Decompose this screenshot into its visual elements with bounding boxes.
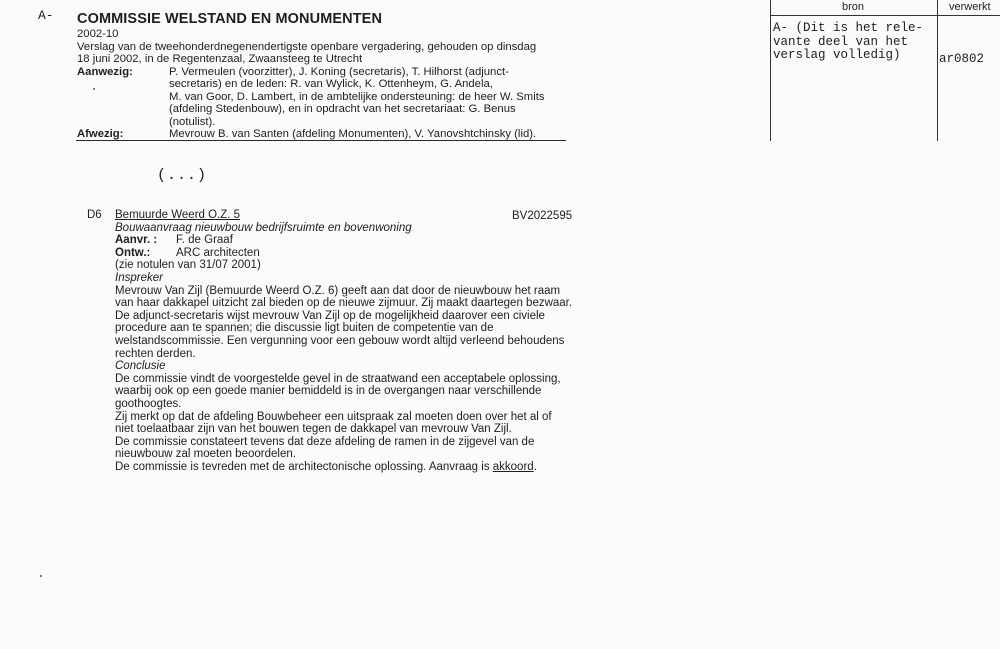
processed-code: ar0802 [939,52,985,66]
conclusion-text [115,373,585,474]
present-line: (notulist). [169,115,216,128]
margin-marker: A- [38,8,54,23]
table-column-divider [937,0,938,141]
header-divider [76,140,566,141]
scan-speck [40,575,42,577]
present-line: P. Vermeulen (voorzitter), J. Koning (secretaris), T. Hilhorst (adjunct- [169,65,509,78]
omission-marker: (...) [157,167,208,184]
report-line: 18 juni 2002, in de Regentenzaal, Zwaansteeg te Utrecht [77,53,363,65]
speaker-line: rechten derden. [115,347,196,360]
absent-row [77,128,567,141]
final-period: . [533,460,537,473]
conclusion-line: De commissie vindt de voorgestelde gevel in de straatwand een acceptabele oplossing, [115,372,561,385]
verdict: akkoord [492,460,534,473]
applicant-label: Aanvr. : [115,234,158,247]
item-reference: BV2022595 [512,210,573,222]
source-note-line: vante deel van het [773,34,909,49]
speaker-line: van haar dakkapel uitzicht zal bieden op de nieuwe zijmuur. Zij maakt daartegen bezwaar. [115,297,573,310]
speaker-line: De adjunct-secretaris wijst mevrouw Van Zijl op de mogelijkheid daarover een civiele [115,309,545,322]
present-list [169,66,545,129]
conclusion-line: waarbij ook op een goede manier bemiddeld is in de overgangen naar verschillende [115,385,542,398]
conclusion-line: nieuwbouw zal moeten beoordelen. [115,448,296,461]
speaker-line: welstandscommissie. Een vergunning voor een gebouw wordt altijd verleend behoudens [115,334,565,347]
applicant-row [115,234,585,247]
source-note-line: A- (Dit is het rele- [773,21,924,35]
item-subject: Bouwaanvraag nieuwbouw bedrijfsruimte en bovenwoning [115,221,412,234]
present-row [77,66,567,129]
item-address: Bemuurde Weerd O.Z. 5 [115,209,241,221]
applicant-name: F. de Graaf [176,234,233,247]
item-number: D6 [87,209,102,221]
table-header-divider [770,15,1000,16]
present-line: (afdeling Stedenbouw), en in opdracht van het secretariaat: G. Benus [169,103,516,115]
source-note-line: verslag volledig) [773,48,901,63]
minutes-note: (zie notulen van 31/07 2001) [115,259,261,272]
absent-line: Mevrouw B. van Santen (afdeling Monumenten), V. Yanovshtchinsky (lid). [169,128,537,140]
conclusion-heading: Conclusie [115,360,166,373]
conclusion-line: goothoogtes. [115,397,182,410]
speaker-text [115,285,585,361]
present-line: secretaris) en de leden: R. van Wylick, K. Ottenheym, G. Andela, [169,78,493,90]
source-note [773,22,923,63]
meeting-header [77,11,567,141]
absent-label: Afwezig: [77,128,124,140]
committee-title: COMMISSIE WELSTAND EN MONUMENTEN [77,11,383,27]
designer-label: Ontw.: [115,246,151,259]
column-header-verwerkt: verwerkt [949,1,991,13]
present-line: M. van Goor, D. Lambert, in de ambtelijke ondersteuning: de heer W. Smits [169,90,545,103]
final-line-text: De commissie is tevreden met de architectonische oplossing. Aanvraag is [115,460,493,473]
speaker-heading: Inspreker [115,271,163,284]
final-line [115,461,585,474]
conclusion-line: niet toelaatbaar zijn van het bouwen tegen de dakkapel van mevrouw Van Zijl. [115,423,512,436]
designer-row [115,247,585,260]
scan-speck [93,88,95,90]
conclusion-line: Zij merkt op dat de afdeling Bouwbeheer een uitspraak zal moeten doen over het al of [115,410,552,423]
report-line: Verslag van de tweehonderdnegenendertigste openbare vergadering, gehouden op dinsdag [77,40,537,53]
agenda-item [115,209,585,473]
year-code: 2002-10 [77,28,119,40]
conclusion-line: De commissie constateert tevens dat deze afdeling de ramen in de zijgevel van de [115,435,535,448]
speaker-line: procedure aan te spannen; die discussie ligt buiten de competentie van de [115,322,494,335]
speaker-line: Mevrouw Van Zijl (Bemuurde Weerd O.Z. 6) geeft aan dat door de nieuwbouw het raam [115,284,561,297]
designer-name: ARC architecten [176,246,260,259]
column-header-bron: bron [842,1,865,13]
present-label: Aanwezig: [77,65,133,78]
